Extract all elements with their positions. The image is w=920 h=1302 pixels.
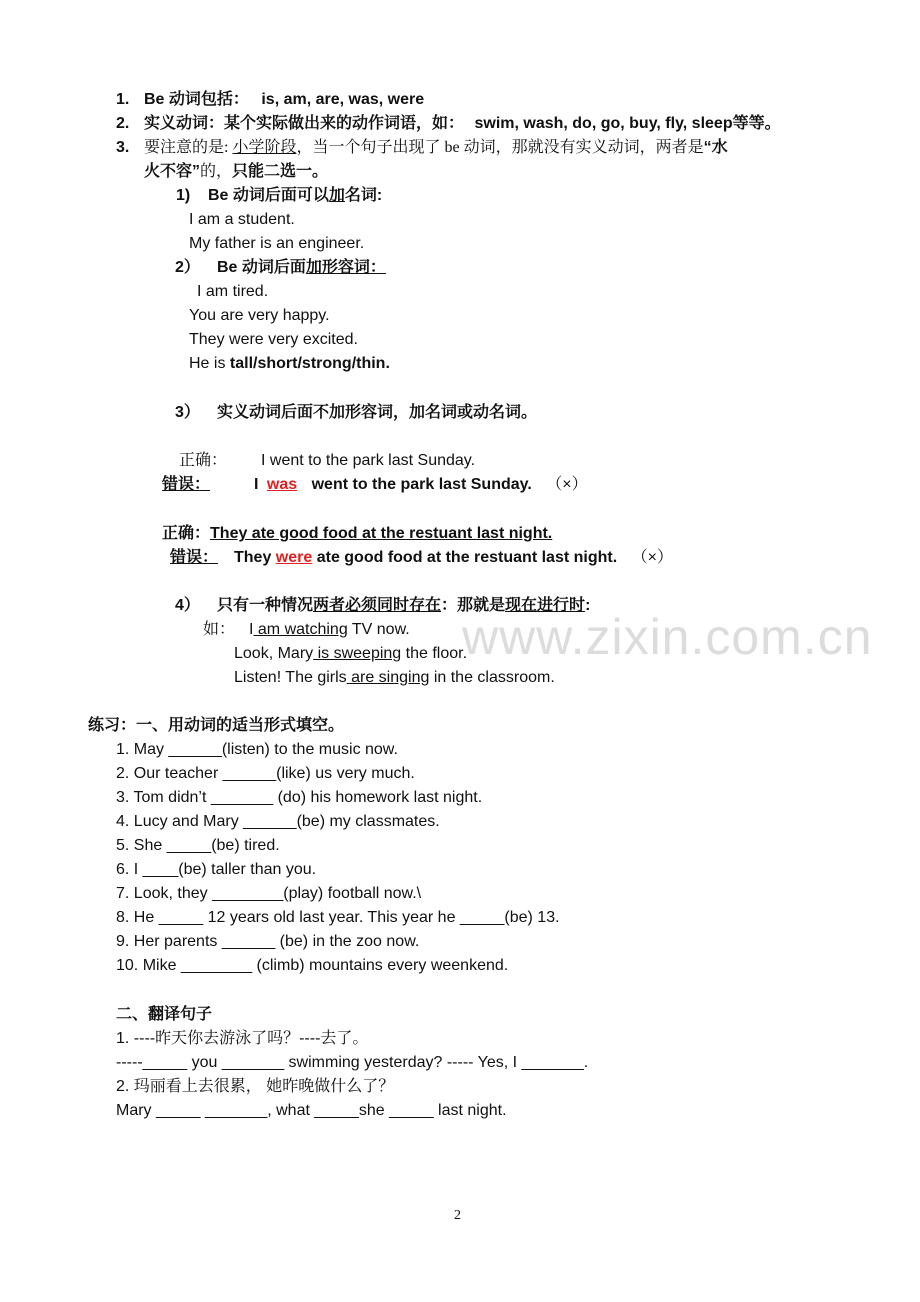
- exercise-2-q1-chinese: 1. ----昨天你去游泳了吗？----去了。: [116, 1030, 369, 1047]
- correct-text-1: I went to the park last Sunday.: [261, 452, 476, 469]
- point-1-value: is, am, are, was, were: [261, 91, 425, 108]
- point-2-label: 实义动词：某个实际做出来的动作词语，如：: [144, 115, 465, 132]
- rule-1-post: 名词:: [344, 187, 383, 204]
- point-2-number: 2.: [116, 115, 130, 132]
- point-3-number: 3.: [116, 139, 130, 156]
- rule-4-mid: ：那就是: [441, 597, 506, 614]
- exercise-1-title: 练习：一、用动词的适当形式填空。: [88, 717, 345, 734]
- exercise-1-item: 5. She _____(be) tired.: [116, 837, 280, 854]
- rule-2-example-4: [189, 353, 390, 375]
- rule-1-add: 加: [328, 187, 345, 204]
- rule-2-number: 2）: [175, 259, 200, 276]
- point-3-pre: 要注意的是:: [144, 139, 233, 156]
- correct-label-2: 正确：: [162, 525, 211, 542]
- correct-text-2: They ate good food at the restuant last night.: [210, 525, 553, 542]
- rule-4-under-2: 现在进行时: [505, 597, 586, 614]
- rule-4-ex1-post: TV now.: [347, 621, 410, 638]
- rule-2-example-4-bold: tall/short/strong/thin.: [229, 355, 390, 372]
- point-2-tail: 等等。: [732, 115, 781, 132]
- rule-1-pre: Be 动词后面可以: [208, 187, 329, 204]
- wrong-mark-1: （×）: [546, 476, 588, 493]
- point-2: [116, 113, 781, 135]
- exercise-1-item: 8. He _____ 12 years old last year. This year he _____(be) 13.: [116, 909, 560, 926]
- point-3-line2c: 只能二选一。: [232, 163, 329, 180]
- rule-4-ex2-pre: Look, Mary: [234, 645, 314, 662]
- point-3-line2b: 的，: [200, 163, 233, 180]
- point-3-line1: [116, 137, 728, 159]
- exercise-2-q2-chinese: 2. 玛丽看上去很累， 她昨晚做什么了？: [116, 1078, 395, 1095]
- rule-1-example-2: My father is an engineer.: [189, 235, 365, 252]
- wrong-red-1: was: [266, 476, 298, 493]
- rule-3-heading: [175, 402, 537, 424]
- page-number: 2: [454, 1208, 461, 1223]
- wrong-pre-1: I: [254, 476, 259, 493]
- exercise-1-item: 7. Look, they ________(play) football now.\: [116, 885, 422, 902]
- rule-4-ex1-pre: I: [249, 621, 254, 638]
- exercise-1-item: 9. Her parents ______ (be) in the zoo now.: [116, 933, 420, 950]
- rule-4-ex3-post: in the classroom.: [429, 669, 555, 686]
- rule-2-example-1: I am tired.: [197, 283, 269, 300]
- wrong-example-1: [162, 474, 588, 496]
- exercise-2-q2-english: Mary _____ _______, what _____she _____ last night.: [116, 1102, 507, 1119]
- exercise-1-item: 10. Mike ________ (climb) mountains every weenkend.: [116, 957, 509, 974]
- point-1: [116, 89, 424, 111]
- exercise-1-item: 1. May ______(listen) to the music now.: [116, 741, 398, 758]
- rule-2-example-3: They were very excited.: [189, 331, 358, 348]
- rule-1-number: 1): [176, 187, 191, 204]
- exercise-1-item: 4. Lucy and Mary ______(be) my classmates.: [116, 813, 440, 830]
- rule-4-ex1-under: am watching: [253, 621, 348, 638]
- rule-4-heading: [175, 595, 590, 617]
- rule-4-post: :: [585, 597, 591, 614]
- wrong-label-2: 错误：: [170, 549, 219, 566]
- rule-2-pre: Be 动词后面: [217, 259, 306, 276]
- rule-3-number: 3）: [175, 404, 200, 421]
- rule-4-pre: 只有一种情况: [217, 597, 314, 614]
- wrong-mark-2: （×）: [631, 549, 673, 566]
- point-1-label: Be 动词包括：: [144, 91, 249, 108]
- rule-4-eg-label: 如：: [203, 621, 236, 638]
- wrong-pre-2: They: [234, 549, 276, 566]
- rule-4-under-1: 两者必须同时存在: [313, 597, 442, 614]
- rule-2-under: 加形容词：: [305, 259, 386, 276]
- point-1-number: 1.: [116, 91, 130, 108]
- point-3-line2a: 火不容”: [144, 163, 201, 180]
- exercise-1-item: 2. Our teacher ______(like) us very much.: [116, 765, 415, 782]
- exercise-2-q1-english: -----_____ you _______ swimming yesterday? ----- Yes, I _______.: [116, 1054, 589, 1071]
- point-3-stage: 小学阶段: [232, 139, 297, 156]
- point-2-value: swim, wash, do, go, buy, fly, sleep: [474, 115, 733, 132]
- wrong-red-2: were: [275, 549, 313, 566]
- rule-4-example-2: [234, 643, 467, 665]
- wrong-post-1: went to the park last Sunday.: [311, 476, 532, 493]
- wrong-label-1: 错误：: [162, 476, 211, 493]
- rule-4-ex2-under: is sweeping: [313, 645, 402, 662]
- point-3-line2: [144, 161, 328, 183]
- correct-label-1: 正确：: [179, 452, 228, 469]
- rule-1-example-1: I am a student.: [189, 211, 295, 228]
- wrong-example-2: [170, 547, 673, 569]
- rule-3-text: 实义动词后面不加形容词，加名词或动名词。: [217, 404, 538, 421]
- point-3-quote: “水: [703, 139, 728, 156]
- exercise-1-item: 3. Tom didn’t _______ (do) his homework last night.: [116, 789, 483, 806]
- rule-4-example-3: [234, 667, 555, 689]
- rule-1-heading: [176, 185, 382, 207]
- exercise-1-item: 6. I ____(be) taller than you.: [116, 861, 317, 878]
- rule-4-example-1: [203, 619, 410, 641]
- exercise-2-title: 二、翻译句子: [116, 1006, 213, 1023]
- watermark: www.zixin.com.cn: [462, 609, 873, 665]
- correct-example-2: [162, 523, 552, 545]
- point-3-mid: ，当一个句子出现了 be 动词，那就没有实义动词，两者是: [296, 139, 704, 156]
- rule-2-example-2: You are very happy.: [189, 307, 330, 324]
- rule-2-example-4-pre: He is: [189, 355, 230, 372]
- rule-4-ex2-post: the floor.: [401, 645, 468, 662]
- wrong-post-2: ate good food at the restuant last night.: [312, 549, 618, 566]
- rule-4-ex3-under: are singing: [346, 669, 430, 686]
- correct-example-1: [179, 450, 475, 472]
- rule-4-number: 4）: [175, 597, 200, 614]
- rule-4-ex3-pre: Listen! The girls: [234, 669, 347, 686]
- rule-2-heading: [175, 257, 386, 279]
